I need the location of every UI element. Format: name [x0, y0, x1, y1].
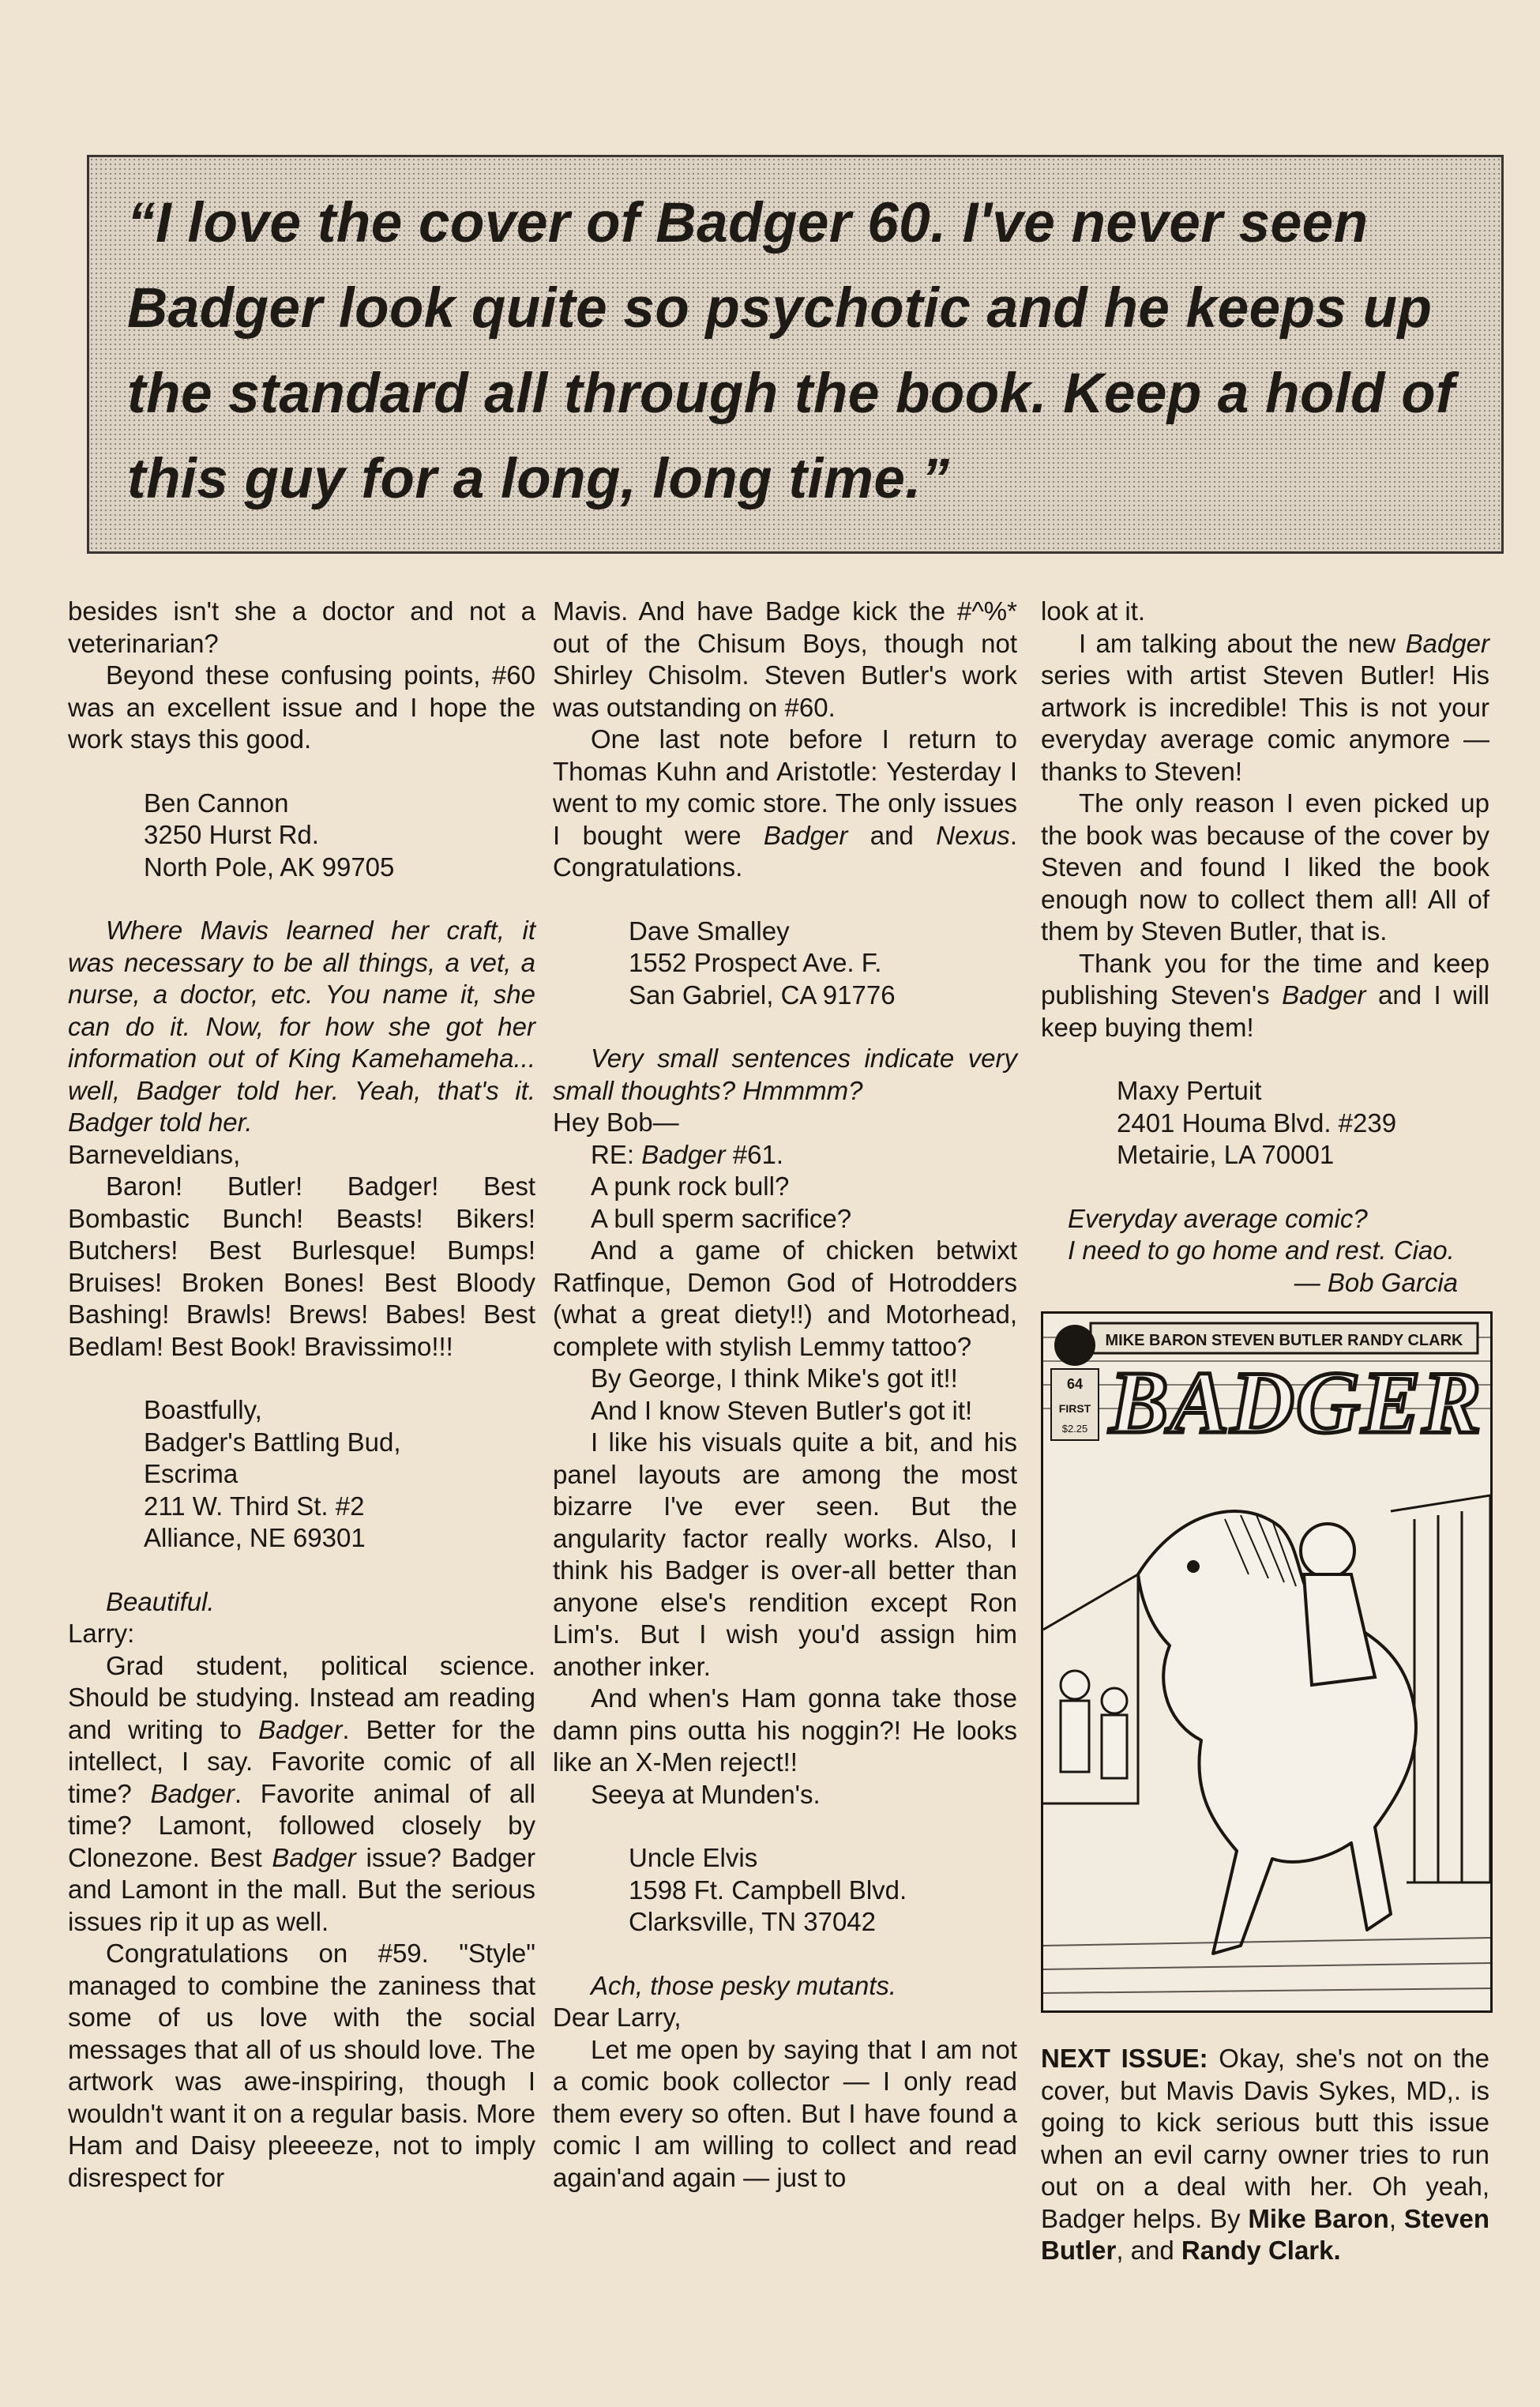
letter-signature — [144, 788, 535, 884]
editor-response: Ach, those pesky mutants. — [591, 1970, 897, 2000]
text-run: Grad student, political science. Should be studying. Instead am reading and writing to — [68, 1650, 535, 1744]
text-run: . Favorite animal of all time? Lamont, followed closely by Clonezone. Best — [68, 1778, 535, 1872]
signature-line: Boastfully, — [144, 1395, 262, 1424]
letter-text: And when's Ham gonna take those damn pins outta his noggin?! He looks like an X-Men reject!! — [553, 1683, 1017, 1777]
letter-salutation: Larry: — [68, 1619, 135, 1648]
column-3 — [1041, 596, 1489, 2267]
title-run: Badger — [257, 1714, 343, 1744]
title-run: Badger — [272, 1842, 356, 1872]
cover-publisher: FIRST — [1058, 1402, 1091, 1415]
response-line: I need to go home and rest. Ciao. — [1068, 1235, 1455, 1265]
signature-line: Ben Cannon — [144, 788, 289, 818]
column-1 — [68, 596, 535, 2194]
signature-line: Badger's Battling Bud, — [144, 1427, 401, 1457]
letter-text: besides isn't she a doctor and not a veterinarian? — [68, 596, 535, 658]
text-run: I am talking about the new — [1079, 628, 1406, 658]
letter-text: Congratulations on #59. "Style" managed to combine the zaniness that some of us love with the social messages that all of us should love. The artwork was awe-inspiring, though I wouldn't want it on a regular basis. More Ham and Daisy pleeeeze, not to imply disrespect for — [68, 1939, 535, 2192]
cover-illustration — [1043, 1314, 1490, 2010]
letter-text — [1041, 948, 1489, 1044]
letter-line: And I know Steven Butler's got it! — [591, 1395, 973, 1425]
text-run: RE: — [591, 1139, 642, 1169]
text-run: Thank you for the time and keep publishing Steven's — [1041, 948, 1489, 1010]
credit-name: Mike Baron — [1248, 2203, 1389, 2233]
letter-text: Mavis. And have Badge kick the #^%* out of the Chisum Boys, though not Shirley Chisolm. Steven Butler's work was outstanding on #60. — [553, 596, 1017, 722]
signature-line: San Gabriel, CA 91776 — [629, 980, 896, 1010]
letter-text: I like his visuals quite a bit, and his panel layouts are among the most bizarre I've ever seen. But the angularity factor really works. Also, I think his Badger is over-all better than anyone else's rendition except Ron Lim's. But I wish you'd assign him another inker. — [553, 1427, 1017, 1681]
letter-text: Baron! Butler! Badger! Best Bombastic Bunch! Beasts! Bikers! Butchers! Best Burlesque! Bumps! Bruises! Broken Bones! Best Bloody Bashing! Brawls! Brews! Babes! Best Bedlam! Best Book! Bravissimo!!! — [68, 1172, 535, 1361]
letter-line: By George, I think Mike's got it!! — [591, 1363, 958, 1393]
column-2 — [553, 596, 1017, 2194]
credit-name: Randy Clark. — [1181, 2236, 1341, 2265]
signature-line: 3250 Hurst Rd. — [144, 820, 319, 849]
title-run: Badger — [1405, 628, 1489, 658]
next-issue-cover — [1041, 1311, 1493, 2013]
letter-salutation: Barneveldians, — [68, 1139, 241, 1169]
cover-issue-number: 64 — [1066, 1376, 1084, 1392]
letter-text: look at it. — [1041, 596, 1146, 626]
title-run: Nexus — [936, 820, 1010, 850]
letter-text — [68, 1650, 535, 1939]
letter-text: Beyond these confusing points, #60 was an excellent issue and I hope the work stays this good. — [68, 660, 535, 754]
text-run: . Congratulations. — [553, 820, 1017, 882]
letter-signature — [629, 1842, 1017, 1939]
signature-line: Clarksville, TN 37042 — [629, 1907, 877, 1936]
signature-line: Alliance, NE 69301 — [144, 1523, 366, 1552]
pull-quote-text: “I love the cover of Badger 60. I've never seen Badger look quite so psychotic and he keeps up the standard all through the book. Keep a hold of this guy for a long, long time.” — [127, 192, 1455, 510]
signature-line: Uncle Elvis — [629, 1843, 758, 1872]
cover-credits: MIKE BARON STEVEN BUTLER RANDY CLARK — [1105, 1332, 1463, 1349]
letter-salutation: Hey Bob— — [553, 1108, 679, 1137]
text-run: #61. — [725, 1139, 784, 1169]
text-run: issue? Badger and Lamont in the mall. But the serious issues rip it up as well. — [68, 1842, 535, 1936]
signature-line: Metairie, LA 70001 — [1117, 1140, 1335, 1169]
pull-quote-box — [87, 155, 1504, 554]
editor-response: Very small sentences indicate very small thoughts? Hmmmm? — [553, 1044, 1017, 1105]
text-run: , — [1388, 2203, 1404, 2233]
signature-line: North Pole, AK 99705 — [144, 852, 395, 882]
next-issue-label: NEXT ISSUE: — [1041, 2044, 1208, 2073]
signature-line: 1598 Ft. Campbell Blvd. — [629, 1875, 907, 1905]
editor-signature: — Bob Garcia — [1294, 1267, 1458, 1297]
title-run: Badger — [1282, 980, 1366, 1010]
letter-line: A bull sperm sacrifice? — [591, 1203, 852, 1233]
signature-line: Dave Smalley — [629, 916, 790, 946]
response-line: Everyday average comic? — [1068, 1203, 1368, 1233]
letter-line — [553, 1139, 1017, 1172]
signature-line: 1552 Prospect Ave. F. — [629, 948, 882, 977]
signature-line: 211 W. Third St. #2 — [144, 1491, 365, 1521]
letter-salutation: Dear Larry, — [553, 2003, 682, 2032]
letter-line: Seeya at Munden's. — [591, 1779, 821, 1809]
letter-text: The only reason I even picked up the book was because of the cover by Steven and found I liked the book enough now to collect them all! All of them by Steven Butler, that is. — [1041, 788, 1489, 946]
signature-line: 2401 Houma Blvd. #239 — [1117, 1108, 1397, 1138]
text-run: and — [847, 820, 937, 850]
editor-response: Where Mavis learned her craft, it was necessary to be all things, a vet, a nurse, a doctor, etc. You name it, she can do it. Now, for how she got her information out of King Kamehameha... well, Badger told her. Yeah, that's it. Badger told her. — [68, 916, 535, 1137]
text-run: series with artist Steven Butler! His artwork is incredible! This is not your everyday average comic anymore — thanks to Steven! — [1041, 660, 1489, 786]
next-issue-blurb — [1041, 2043, 1489, 2267]
text-run: . Better for the intellect, I say. Favorite comic of all time? — [68, 1714, 535, 1808]
editor-response: Beautiful. — [106, 1586, 215, 1616]
letter-line: A punk rock bull? — [591, 1172, 790, 1201]
text-run: and I will keep buying them! — [1041, 980, 1489, 1042]
letter-signature — [144, 1394, 535, 1555]
title-run: Badger — [763, 820, 848, 850]
signature-line: Escrima — [144, 1459, 239, 1488]
letter-signature — [629, 916, 1017, 1012]
credit-name: Steven Butler — [1041, 2203, 1489, 2265]
editor-response — [1041, 1203, 1489, 1299]
title-run: Badger — [641, 1139, 726, 1169]
cover-price: $2.25 — [1061, 1423, 1088, 1435]
text-run: Okay, she's not on the cover, but Mavis Davis Sykes, MD,. is going to kick serious butt this issue when an evil carny owner tries to run out on a deal with her. Oh yeah, Badger helps. By — [1041, 2044, 1490, 2233]
text-run: One last note before I return to Thomas Kuhn and Aristotle: Yesterday I went to my comic store. The only issues I bought were — [553, 724, 1017, 850]
text-run: , and — [1116, 2236, 1181, 2265]
letter-text: And a game of chicken betwixt Ratfinque, Demon God of Hotrodders (what a great diety!!) and Motorhead, complete with stylish Lemmy tattoo? — [553, 1235, 1017, 1361]
letter-text: Let me open by saying that I am not a comic book collector — I only read them every so often. But I have found a comic I am willing to collect and read again'and again — just to — [553, 2034, 1017, 2192]
title-run: Badger — [150, 1778, 235, 1808]
letter-text — [553, 724, 1017, 884]
letter-signature — [1117, 1075, 1489, 1172]
cover-logo: BADGER — [1109, 1354, 1483, 1452]
signature-line: Maxy Pertuit — [1117, 1076, 1262, 1105]
letter-text — [1041, 628, 1489, 788]
